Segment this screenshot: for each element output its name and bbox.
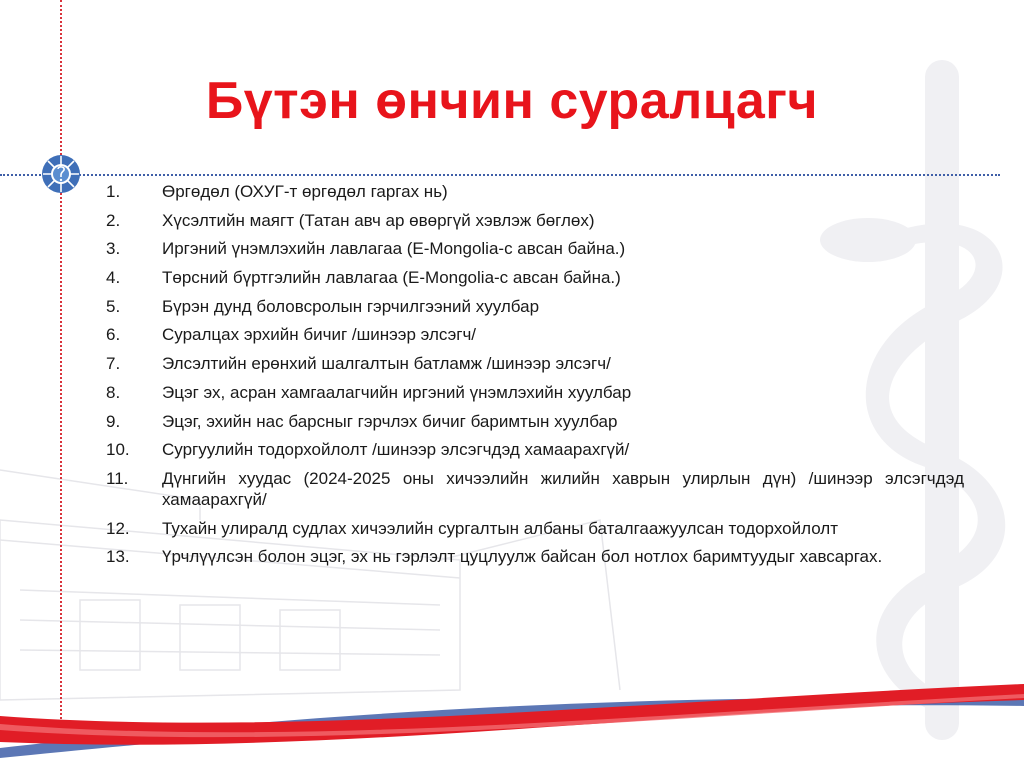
item-text: Төрсний бүртгэлийн лавлагаа (E-Mongolia-с авсан байна.) xyxy=(162,268,621,288)
item-number: 2. xyxy=(106,210,121,230)
item-text: Дүнгийн хуудас (2024-2025 оны хичээлийн жилийн хаврын улирлын дүн) /шинээр элсэгчдэд хамаарахгүй/ xyxy=(162,468,964,509)
item-text: Сургуулийн тодорхойлолт /шинээр элсэгчдэд хамаарахгүй/ xyxy=(162,440,630,460)
item-number: 8. xyxy=(106,382,121,402)
item-text: Үрчлүүлсэн болон эцэг, эх нь гэрлэлт цуцлуулж байсан бол нотлох баримтуудыг хавсаргах. xyxy=(162,547,883,567)
item-number: 5. xyxy=(106,296,121,316)
item-text: Суралцах эрхийн бичиг /шинээр элсэгч/ xyxy=(162,325,477,345)
item-number: 13. xyxy=(106,547,130,567)
item-number: 10. xyxy=(106,440,130,460)
item-text: Хүсэлтийн маягт (Татан авч ар өвөргүй хэвлэж бөглөх) xyxy=(162,210,595,230)
item-text: Иргэний үнэмлэхийн лавлагаа (E-Mongolia-с авсан байна.) xyxy=(162,239,626,259)
item-number: 11. xyxy=(106,468,129,488)
item-text: Эцэг, эхийн нас барсныг гэрчлэх бичиг баримтын хуулбар xyxy=(162,411,618,431)
item-text: Тухайн улиралд судлах хичээлийн сургалтын албаны баталгаажуулсан тодорхойлолт xyxy=(162,518,838,538)
slide-title: Бүтэн өнчин суралцагч xyxy=(205,72,819,130)
item-number: 4. xyxy=(106,268,121,288)
item-text: Элсэлтийн ерөнхий шалгалтын батламж /шинээр элсэгч/ xyxy=(162,354,611,374)
item-text: Эцэг эх, асран хамгаалагчийн иргэний үнэмлэхийн хуулбар xyxy=(162,382,632,402)
item-number: 7. xyxy=(106,354,121,374)
item-number: 9. xyxy=(106,411,121,431)
item-text: Бүрэн дунд боловсролын гэрчилгээний хуулбар xyxy=(162,296,540,316)
item-text: Өргөдөл (ОХУГ-т өргөдөл гаргах нь) xyxy=(162,182,448,201)
item-number: 12. xyxy=(106,518,130,538)
item-number: 6. xyxy=(106,325,121,345)
item-number: 1. xyxy=(106,182,121,201)
item-number: 3. xyxy=(106,239,121,259)
